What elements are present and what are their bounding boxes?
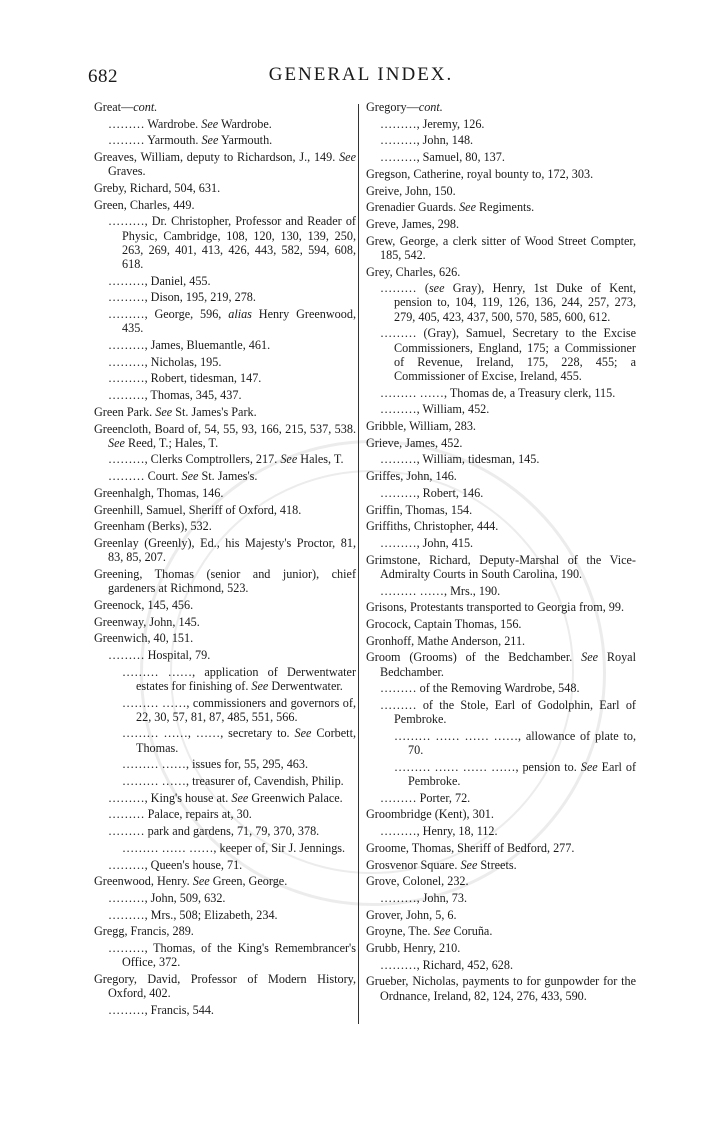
entry-italic-text: See	[201, 116, 219, 131]
index-entry	[94, 858, 356, 872]
entry-italic-text: cont.	[133, 100, 158, 114]
entry-italic-text: See	[108, 435, 125, 450]
entry-text: Greenhalgh, Thomas, 146.	[94, 485, 224, 500]
index-entry	[366, 386, 636, 400]
index-entry	[366, 503, 636, 517]
index-entry	[94, 598, 356, 612]
index-entry	[94, 924, 356, 938]
index-entry	[94, 133, 356, 147]
index-entry	[366, 200, 636, 214]
index-entry	[366, 117, 636, 131]
index-entry	[94, 388, 356, 402]
index-entry	[366, 858, 636, 872]
index-entry	[94, 150, 356, 178]
entry-text: Gregg, Francis, 289.	[94, 924, 194, 939]
entry-italic-text: See	[433, 924, 451, 939]
index-entry	[94, 290, 356, 304]
entry-text: ……… (Gray), Samuel, Secretary to the Excise Commissioners, England, 175; a Commissioner of Revenue, Ireland, 175, 228, 455; a Commissioner of Excise, Ireland, 455.	[380, 326, 636, 383]
entry-text-continued: Streets.	[477, 857, 517, 872]
entry-text: Grosvenor Square.	[366, 857, 461, 872]
entry-text: ……… park and gardens, 71, 79, 370, 378.	[108, 824, 320, 839]
index-entry	[94, 941, 356, 969]
index-entry	[366, 184, 636, 198]
index-entry	[94, 567, 356, 595]
index-entry	[366, 436, 636, 450]
entry-text: ………, Dr. Christopher, Professor and Reader of Physic, Cambridge, 108, 120, 130, 139, 250, 263, 269, 401, 413, 426, 443, 582, 594, 608, 618.	[108, 214, 356, 272]
entry-text: Gregson, Catherine, royal bounty to, 172, 303.	[366, 166, 594, 181]
entry-text-continued: Earl of Pembroke.	[408, 759, 636, 789]
entry-text: Greenock, 145, 456.	[94, 597, 194, 612]
entry-italic-text: See	[231, 790, 249, 805]
entry-italic-text: See	[580, 759, 598, 774]
entry-text: Greby, Richard, 504, 631.	[94, 181, 221, 196]
entry-italic-text: see	[428, 281, 445, 296]
index-entry	[366, 941, 636, 955]
index-entry	[94, 181, 356, 195]
entry-text: ……… ……, Thomas de, a Treasury clerk, 115.	[380, 385, 616, 400]
index-entry	[94, 117, 356, 131]
index-entry	[366, 729, 636, 757]
index-entry	[366, 326, 636, 383]
index-entry	[94, 422, 356, 450]
entry-text: Grew, George, a clerk sitter of Wood Street Compter, 185, 542.	[366, 233, 636, 262]
index-entry	[94, 972, 356, 1000]
entry-text: ………, Dison, 195, 219, 278.	[108, 290, 256, 305]
entry-text: Groyne, The.	[366, 924, 434, 939]
entry-text: Greve, James, 298.	[366, 216, 460, 231]
entry-text: ……… Yarmouth.	[108, 133, 202, 148]
entry-text: Green Park.	[94, 404, 156, 419]
entry-text: Griffes, John, 146.	[366, 469, 457, 484]
entry-text: ………, James, Bluemantle, 461.	[108, 338, 271, 353]
entry-italic-text: See	[339, 150, 356, 165]
entry-text: ………, Nicholas, 195.	[108, 354, 222, 369]
entry-text: Grieve, James, 452.	[366, 435, 463, 450]
index-entry	[366, 924, 636, 938]
index-entry	[94, 198, 356, 212]
index-entry	[94, 874, 356, 888]
index-entry	[94, 307, 356, 335]
index-entry	[366, 807, 636, 821]
index-entry	[366, 281, 636, 324]
index-entry	[94, 824, 356, 838]
entry-text: ………, Francis, 544.	[108, 1002, 214, 1017]
index-entry	[366, 634, 636, 648]
entry-text: ………, John, 73.	[380, 890, 468, 905]
index-entry	[366, 698, 636, 726]
index-entry	[366, 150, 636, 164]
index-entry	[366, 791, 636, 805]
index-entry	[94, 469, 356, 483]
entry-text: Greening, Thomas (senior and junior), chief gardeners at Richmond, 523.	[94, 566, 356, 596]
index-entry	[366, 908, 636, 922]
entry-text: Grove, Colonel, 232.	[366, 874, 469, 889]
entry-text: Greenwood, Henry.	[94, 874, 193, 889]
entry-text: ……… Wardrobe.	[108, 116, 202, 131]
index-entry	[366, 617, 636, 631]
entry-text: Green, Charles, 449.	[94, 197, 195, 212]
index-entry	[94, 355, 356, 369]
entry-text-continued: Greenwich Palace.	[248, 790, 343, 805]
entry-text: ……… ……, Mrs., 190.	[380, 583, 501, 598]
entry-text: Gregory—	[366, 100, 419, 114]
index-entry	[366, 974, 636, 1002]
entry-text-continued: Hales, T.	[297, 452, 344, 467]
entry-text: ………, George, 596,	[108, 307, 229, 322]
entry-text: ……… Hospital, 79.	[108, 647, 211, 662]
index-entry	[366, 650, 636, 678]
index-entry	[94, 405, 356, 419]
entry-italic-text: cont.	[418, 100, 443, 114]
index-entry	[366, 452, 636, 466]
index-entry	[94, 214, 356, 271]
entry-text-continued: Henry Greenwood, 435.	[122, 307, 356, 336]
entry-text: Grocock, Captain Thomas, 156.	[366, 617, 522, 631]
entry-text: ………, Henry, 18, 112.	[380, 824, 498, 839]
entry-text: ……… ……, issues for, 55, 295, 463.	[122, 757, 309, 772]
entry-text: Greenway, John, 145.	[94, 614, 200, 629]
index-entry	[366, 760, 636, 788]
entry-text-continued: Wardrobe.	[218, 116, 272, 131]
entry-text: ………, Robert, 146.	[380, 485, 484, 500]
entry-text: ………, John, 415.	[380, 535, 474, 550]
entry-text-continued: Yarmouth.	[218, 133, 273, 148]
index-entry	[94, 1003, 356, 1017]
entry-text: Groom (Grooms) of the Bedchamber.	[366, 650, 582, 665]
entry-text: ………, Thomas, of the King's Remembrancer's Office, 372.	[108, 941, 356, 970]
entry-text: Grey, Charles, 626.	[366, 264, 461, 279]
entry-text-continued: Regiments.	[475, 200, 535, 215]
index-entry	[366, 891, 636, 905]
entry-text-continued: Graves.	[108, 164, 146, 179]
entry-text: ……… of the Removing Wardrobe, 548.	[380, 681, 580, 696]
index-entry	[94, 774, 356, 788]
entry-text: ……… of the Stole, Earl of Godolphin, Earl of Pembroke.	[380, 698, 636, 727]
entry-text: Grimstone, Richard, Deputy-Marshal of the Vice-Admiralty Courts in South Carolina, 190.	[366, 552, 636, 581]
entry-text: Griffiths, Christopher, 444.	[366, 519, 499, 534]
entry-text-continued: Royal Bedchamber.	[380, 650, 636, 679]
index-entry	[366, 874, 636, 888]
entry-text: ………, Samuel, 80, 137.	[380, 150, 505, 165]
entry-text-continued: St. James's Park.	[172, 404, 257, 419]
entry-text: ……… …… …… ……, pension to.	[394, 759, 581, 774]
index-entry	[366, 419, 636, 433]
entry-text: Greenlay (Greenly), Ed., his Majesty's Proctor, 81, 83, 85, 207.	[94, 535, 356, 565]
entry-text: Grenadier Guards.	[366, 200, 460, 215]
index-entry	[366, 217, 636, 231]
entry-text: ………, Queen's house, 71.	[108, 857, 243, 872]
index-entry	[94, 757, 356, 771]
index-entry	[94, 274, 356, 288]
entry-text-continued: Derwentwater.	[268, 678, 343, 693]
index-entry	[94, 665, 356, 693]
entry-italic-text: alias	[228, 307, 252, 322]
entry-text-continued: Coruña.	[450, 924, 493, 939]
index-entry	[366, 265, 636, 279]
entry-italic-text: See	[581, 650, 599, 665]
index-entry	[366, 486, 636, 500]
entry-text: Gribble, William, 283.	[366, 419, 476, 434]
entry-text-continued: Green, George.	[209, 874, 288, 889]
index-entry	[94, 615, 356, 629]
entry-text: ………, Thomas, 345, 437.	[108, 388, 242, 403]
entry-text-continued: Corbett, Thomas.	[136, 726, 356, 755]
index-entry	[94, 371, 356, 385]
index-entry	[94, 726, 356, 754]
index-entry	[366, 841, 636, 855]
entry-italic-text: See	[155, 404, 173, 419]
page-number: 682	[88, 66, 118, 87]
index-entry	[94, 100, 356, 114]
index-entry	[366, 469, 636, 483]
entry-text: ………, William, tidesman, 145.	[380, 452, 540, 467]
entry-text: ………, Jeremy, 126.	[380, 116, 485, 131]
entry-italic-text: See	[201, 133, 219, 148]
entry-text: Greenwich, 40, 151.	[94, 631, 194, 646]
index-entry	[366, 824, 636, 838]
index-entry	[94, 503, 356, 517]
index-entry	[94, 338, 356, 352]
entry-italic-text: See	[251, 678, 269, 693]
index-entry	[366, 133, 636, 147]
index-entry	[366, 234, 636, 262]
entry-text: Great—	[94, 100, 134, 114]
entry-text: ……… Palace, repairs at, 30.	[108, 807, 252, 822]
entry-italic-text: See	[294, 726, 312, 741]
entry-text: ………, Richard, 452, 628.	[380, 957, 514, 972]
entry-text: ………, Clerks Comptrollers, 217.	[108, 452, 281, 467]
entry-text: ………, William, 452.	[380, 402, 490, 417]
entry-italic-text: See	[460, 857, 478, 872]
index-entry	[94, 696, 356, 724]
entry-text: ……… Porter, 72.	[380, 790, 471, 805]
entry-text: ………, John, 509, 632.	[108, 890, 226, 905]
entry-text: ……… …… ……, keeper of, Sir J. Jennings.	[122, 840, 346, 855]
entry-text: Greenhill, Samuel, Sheriff of Oxford, 418.	[94, 502, 302, 517]
entry-text-continued: Gray), Henry, 1st Duke of Kent, pension to, 104, 119, 126, 136, 244, 257, 273, 279, 405, 423, 437, 500, 570, 585, 600, 612.	[394, 281, 636, 324]
column-divider	[358, 104, 359, 1024]
index-entry	[366, 553, 636, 581]
index-entry	[94, 631, 356, 645]
entry-text: ……… ……, application of Derwentwater estates for finishing of.	[122, 664, 356, 693]
entry-text: ……… Court.	[108, 469, 182, 484]
index-entry	[94, 519, 356, 533]
index-entry	[94, 841, 356, 855]
page-title: GENERAL INDEX.	[268, 64, 454, 85]
left-column	[94, 100, 356, 1020]
right-column	[366, 100, 636, 1005]
entry-text: Grover, John, 5, 6.	[366, 907, 457, 922]
index-entry	[94, 891, 356, 905]
index-entry	[94, 908, 356, 922]
index-entry	[366, 600, 636, 614]
entry-text: Greencloth, Board of, 54, 55, 93, 166, 215, 537, 538.	[94, 421, 356, 436]
entry-text: Grisons, Protestants transported to Georgia from, 99.	[366, 600, 625, 615]
index-entry	[366, 958, 636, 972]
entry-text-continued: St. James's.	[198, 469, 258, 484]
entry-italic-text: See	[459, 200, 476, 215]
index-entry	[366, 519, 636, 533]
entry-text: Greaves, William, deputy to Richardson, J., 149.	[94, 150, 340, 165]
entry-text: Griffin, Thomas, 154.	[366, 502, 473, 517]
index-entry	[366, 100, 636, 114]
entry-text: ………, John, 148.	[380, 133, 474, 148]
entry-text-continued: Reed, T.; Hales, T.	[124, 435, 219, 450]
entry-text: Gronhoff, Mathe Anderson, 211.	[366, 633, 526, 648]
entry-text: Groome, Thomas, Sheriff of Bedford, 277.	[366, 840, 575, 855]
entry-text: ……… ……, commissioners and governors of, 22, 30, 57, 81, 87, 485, 551, 566.	[122, 695, 356, 724]
index-entry	[94, 648, 356, 662]
entry-text: ……… (	[380, 281, 429, 296]
index-entry	[366, 536, 636, 550]
entry-text: ………, Daniel, 455.	[108, 273, 211, 288]
index-entry	[366, 584, 636, 598]
entry-text: Groombridge (Kent), 301.	[366, 807, 494, 822]
entry-text: ……… ……, treasurer of, Cavendish, Philip.	[122, 774, 344, 789]
entry-text: Gregory, David, Professor of Modern History, Oxford, 402.	[94, 971, 356, 1001]
index-entry	[94, 807, 356, 821]
index-entry	[366, 402, 636, 416]
entry-text: ………, Mrs., 508; Elizabeth, 234.	[108, 907, 278, 922]
entry-text: ………, King's house at.	[108, 790, 232, 805]
entry-text: Grueber, Nicholas, payments to for gunpowder for the Ordnance, Ireland, 82, 124, 276, 433, 590.	[366, 974, 636, 1003]
entry-text: ……… ……, ……, secretary to.	[122, 726, 295, 741]
entry-text: ………, Robert, tidesman, 147.	[108, 371, 262, 386]
index-entry	[94, 536, 356, 564]
index-entry	[94, 452, 356, 466]
entry-italic-text: See	[192, 874, 210, 889]
entry-text: ……… …… …… ……, allowance of plate to, 70.	[394, 728, 636, 758]
index-entry	[94, 791, 356, 805]
entry-italic-text: See	[280, 452, 298, 467]
entry-text: Grubb, Henry, 210.	[366, 941, 461, 956]
index-entry	[366, 167, 636, 181]
entry-text: Greive, John, 150.	[366, 183, 456, 198]
entry-text: Greenham (Berks), 532.	[94, 519, 212, 534]
index-entry	[366, 681, 636, 695]
entry-italic-text: See	[181, 469, 199, 484]
index-entry	[94, 486, 356, 500]
